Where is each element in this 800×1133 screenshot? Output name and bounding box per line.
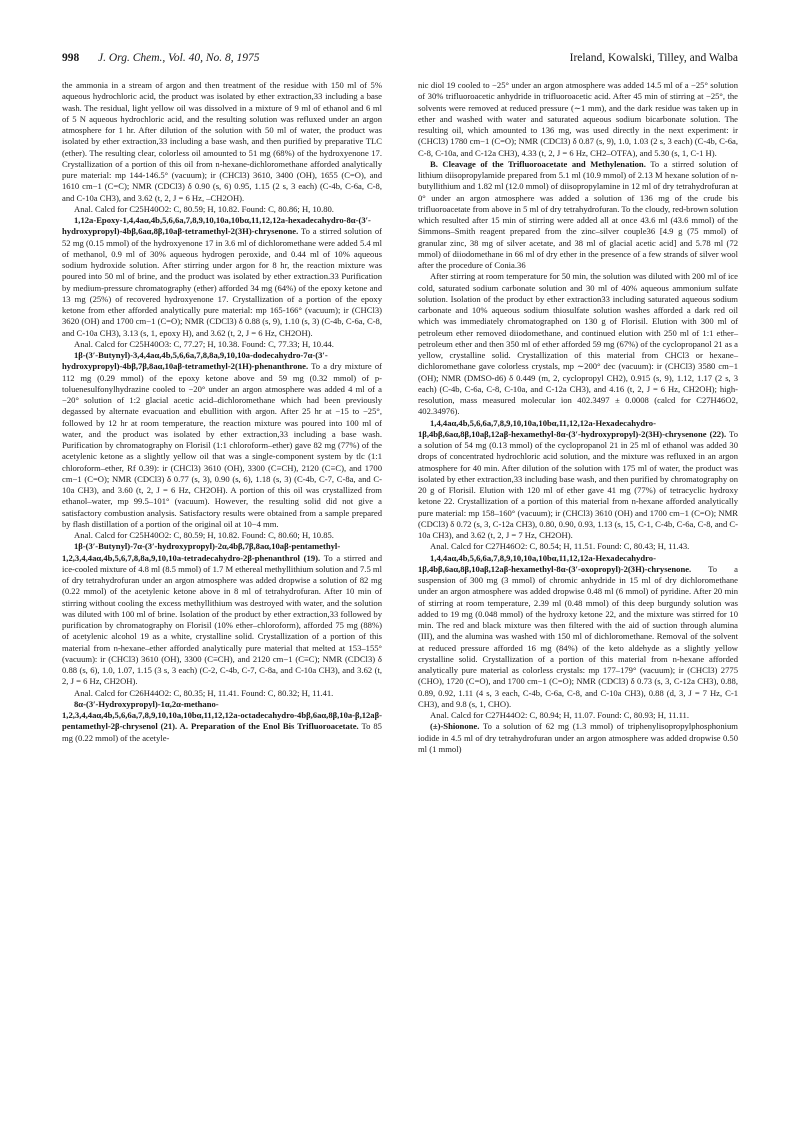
procedure-paragraph — [418, 418, 738, 542]
analysis-paragraph: Anal. Calcd for C25H40O3: C, 77.27; H, 10.38. Found: C, 77.33; H, 10.44. — [74, 338, 334, 349]
procedure-paragraph — [418, 721, 738, 755]
body-paragraph: nic diol 19 cooled to −25° under an argon atmosphere was added 14.5 ml of a −25° solution of 30% trifluoroacetic anhydride in trifluoroacetic acid. After 45 min of stirring at −25°, the solvents were removed at reduced pressure (∼1 mm), and the dark residue was taken up in ether and washed with water and saturated aqueous sodium bicarbonate solution. The resulting oil, which amounted to 136 mg, was used directly in the next experiment: ir (CHCl3) 1780 cm−1 (C=O); NMR (CDCl3) δ 0.87 (s, 9), 1.0, 1.03 (2 s, 3 each) (C-4b, C-6a, C-8, C-10a, and C-12a CH3), 4.33 (t, 2, J = 6 Hz, CH2–OTFA), and 5.30 (s, 1, C-1 H). — [418, 80, 738, 158]
right-column — [418, 80, 738, 755]
procedure-paragraph — [62, 699, 382, 744]
compound-heading: 1,4,4aα,4b,5,6,6a,7,8,9,10,10a,10bα,11,12,12a-Hexadecahydro-1β,4bβ,6aα,8β,10aβ,12aβ-hexamethyl-8α-(3′-oxopropyl)-2(3H)-chrysenone. — [418, 552, 692, 574]
analysis-paragraph: Anal. Calcd for C26H44O2: C, 80.35; H, 11.41. Found: C, 80.32; H, 11.41. — [74, 687, 334, 698]
page-number: 998 — [62, 52, 80, 64]
analysis-paragraph: Anal. Calcd for C25H40O2: C, 80.59; H, 10.82. Found: C, 80.60; H, 10.85. — [74, 530, 334, 540]
compound-heading: 1β-(3′-Butynyl)-7α-(3′-hydroxypropyl)-2α,4bβ,7β,8aα,10aβ-pentamethyl-1,2,3,4,4aα,4b,5,6,7,8,8a,9,10,10a-tetradecahydro-2β-phenanthrol (19). — [62, 541, 341, 563]
paragraph-body: To a solution of 54 mg (0.13 mmol) of the cyclopropanol 21 in 25 ml of ethanol was added 30 drops of concentrated hydrochloric acid solution, and the mixture was refluxed in an argon atmosphere for 40 min. After dilution of the solution with 175 ml of water, the product was isolated by ether extraction,33 including base wash, and then purified by chromatography on 20 g of Florisil. Elution with 120 ml of ether gave 41 mg (77%) of tetracyclic hydroxy ketone 22. Crystallization of a portion of this material from n-hexane afforded analytically pure material: mp 158–160° (vacuum); ir (CHCl3) 3610 (OH) and 1700 cm−1 (C=O); NMR (CDCl3) δ 0.72 (s, 3, C-12a CH3), 0.80, 0.90, 0.93, 1.13 (s, 15, C-1, C-4b, C-6a, C-8, and C-10a CH3), and 3.62 (t, 2, J = 7 Hz, CH2OH). — [418, 428, 738, 540]
paragraph-body: To a dry mixture of 112 mg (0.29 mmol) of the epoxy ketone above and 59 mg (0.32 mmol) of p-toluenesulfonylhydrazine cooled to −20° under an argon atmosphere was added 4 ml of a −20° solution of 1:2 glacial acetic acid–dichloromethane which had been previously degassed by alternate evacuation and ebullition with argon. After 25 hr at −15 to −25°, followed by 12 hr at room temperature, the reaction mixture was poured into 100 ml of water, and the product was isolated by ether extraction,33 including a base wash. Purification by chromatography on Florisil (1:1 chloroform–ether) gave 82 mg (77%) of the acetylenic ketone as a slightly yellow oil that was a single-component system by tlc (1:1 chloroform–ether, Rf 0.39): ir (CHCl3) 3610 (OH), 3300 (C≡CH), 2120 (C≡C), and 1700 cm−1 (C=O); NMR (CDCl3) δ 0.77 (s, 3), 0.90 (s, 6), 1.18 (s, 3) (C-4b, C-7, C-8a, and C-10a CH3), and 3.60 (t, 2, J = 6 Hz, CH2OH). A portion of this oil was crystallized from ethanol–water, mp 99.5–101° (vacuum). However, the resulting solid did not give a satisfactory combustion analysis. Satisfactory results were obtained from a sample prepared by flash distillation of a portion of the original oil at 10−4 mm. — [62, 361, 382, 529]
compound-heading: (±)-Shionone. — [430, 721, 480, 732]
analysis-paragraph: Anal. Calcd for C25H40O2: C, 80.59; H, 10.82. Found: C, 80.86; H, 10.80. — [74, 203, 334, 214]
paragraph-body: To a solution of 62 mg (1.3 mmol) of triphenylisopropylphosphonium iodide in 4.5 ml of dry tetrahydrofuran under an argon atmosphere was added dropwise 0.50 ml (1 mmol) — [418, 721, 738, 754]
paragraph-body: To a suspension of 300 mg (3 mmol) of chromic anhydride in 15 ml of dry dichloromethane under an argon atmosphere was added dropwise 0.48 ml (6 mmol) of pyridine. After 20 min of stirring at room temperature, 2.39 ml (0.48 mmol) of this deep burgundy solution was added to 19 mg (0.048 mmol) of the hydroxy ketone 22, and the mixture was stirred for 10 min. The red and black mixture was then filtered with the aid of suction through alumina (III), and the alumina was washed with 150 ml of dichloromethane. Removal of the solvent at reduced pressure afforded 16 mg (84%) of the keto aldehyde as a slightly yellow crystalline solid. Crystallization of a portion of this material from n-hexane afforded analytically pure material as colorless crystals: mp 177–179° (vacuum); ir (CHCl3) 2775 (CHO), 1720 (C=O), and 1700 cm−1 (C=O); NMR (CDCl3) δ 0.73 (s, 3, C-12a CH3), 0.88, 0.89, 0.92, 1.11 (4 s, 3 each, C-4b, C-6a, C-8, and C-10a CH3), 0.88 (d, 3, J = 7 Hz, C-1 CH3), and 9.8 (s, 1, CHO). — [418, 563, 738, 709]
paragraph-body: To a stirred solution of lithium diisopropylamide prepared from 5.1 ml (10.9 mmol) of 2.13 M hexane solution of n-butyllithium and 1.82 ml (12.0 mmol) of diisopropylamine in 12 ml of dry tetrahydrofuran at 0° under an argon atmosphere was added a solution of 136 mg of the crude bis trifluoroacetate from above in 5 ml of dry tetrahydrofuran. To the cloudy, red-brown solution which resulted after 15 min of stirring were added all at once 43.6 ml (43.6 mmol) of the Simmons–Smith reagent prepared from the zinc–silver couple36 [4.9 g (75 mmol) of granular zinc, 38 mg of silver acetate, and 38 ml of glacial acetic acid] and 5.78 ml (72 mmol) of diiodomethane in 66 ml of dry ether in the presence of a few strands of silver wool after the procedure of Conia.36 — [418, 158, 738, 270]
body-paragraph: After stirring at room temperature for 50 min, the solution was diluted with 200 ml of ice cold, saturated sodium carbonate solution and 30 ml of 40% aqueous ammonium sulfate solution. Isolation of the product by ether extraction33 including saturated aqueous sodium carbonate and 10% aqueous sodium thiosulfate solution washes afforded a dark red oil which was immediately chromatographed on 130 g of Florisil. Elution with 300 ml of petroleum ether removed diiodomethane, and continued elution with 250 ml of 1:1 ether–petroleum ether and then 350 ml of ether afforded 59 mg (67%) of the cyclopropanol 21 as a yellow, crystalline solid. Crystallization of this material from CHCl3 or hexane–dichloromethane gave colorless crystals, mp ∼200° dec (vacuum): ir (CHCl3) 3580 cm−1 (OH); NMR (DMSO-d6) δ 0.449 (m, 2, cyclopropyl CH2), 0.915 (s, 9), 1.12, 1.17 (2 s, 3 each) (C-4b, C-6a, C-8, C-10a, and C-12a CH3), and 4.16 (t, 2, J = 6 Hz, CH2OH); high-resolution, mass measured molecular ion 402.3497 ± 0.0008 (calcd for C27H46O2, 402.34976). — [418, 271, 738, 417]
analysis-paragraph: Anal. Calcd for C27H46O2: C, 80.54; H, 11.51. Found: C, 80.43; H, 11.43. — [430, 541, 690, 552]
compound-heading: 1β-(3′-Butynyl)-3,4,4aα,4b,5,6,6a,7,8,8a,9,10,10a-dodecahydro-7α-(3′-hydroxypropyl)-4bβ,7β,8aα,10aβ-tetramethyl-2(1H)-phenanthrone. — [62, 350, 328, 372]
running-authors: Ireland, Kowalski, Tilley, and Walba — [569, 52, 738, 64]
compound-heading: 8α-(3′-Hydroxypropyl)-1α,2α-methano-1,2,3,4,4aα,4b,5,6,6a,7,8,9,10,10a,10bα,11,12,12a-octadecahydro-4bβ,6aα,8β,10a-β,12aβ-pentamethyl-2β-chrysenol (21). A. Preparation of the Enol Bis Trifluoroacetate. — [62, 698, 382, 732]
analysis-paragraph: Anal. Calcd for C27H44O2: C, 80.94; H, 11.07. Found: C, 80.93; H, 11.11. — [430, 710, 689, 720]
compound-heading: 1,4,4aα,4b,5,6,6a,7,8,9,10,10a,10bα,11,12,12a-Hexadecahydro-1β,4bβ,6aα,8β,10aβ,12aβ-hexamethyl-8α-(3′-hydroxypropyl)-2(3H)-chrysenone (22). — [418, 417, 727, 439]
left-column — [62, 80, 382, 744]
paragraph-body: To a stirred and ice-cooled mixture of 4.8 ml (8.5 mmol) of 1.7 M ethereal methyllithium solution and 7.5 ml of dry tetrahydrofuran under an argon atmosphere was added dropwise a solution of 82 mg (0.22 mmol) of the acetylenic ketone above in 8 ml of tetrahydrofuran. After 10 min of stirring without cooling the excess methyllithium was destroyed with water, and the solution was diluted with 100 ml of brine. Isolation of the product by ether extraction,33 followed by purification by chromatography on Florisil (10% ether–chloroform), afforded 75 mg (88%) of acetylenic alcohol 19 as a white, crystalline solid. Crystallization of a portion of this material from n-hexane–ether afforded analytically pure material that melted at 153–155° (vacuum): ir (CHCl3) 3610 (OH), 3300 (C≡CH), and 2120 cm−1 (C≡C); NMR (CDCl3) δ 0.88 (s, 6), 1.0, 1.07, 1.15 (3 s, 3 each) (C-2, C-4b, C-7, C-8a, and C-10a CH3), and 3.62 (t, 2, J = 6 Hz, CH2OH). — [62, 552, 382, 687]
paragraph-body: To a stirred solution of 52 mg (0.15 mmol) of the hydroxyenone 17 in 3.6 ml of dichloromethane were added 5.4 ml of methanol, 0.9 ml of 30% aqueous hydrogen peroxide, and 0.44 ml of 10% aqueous sodium hydroxide solution. After stirring under argon for 8 hr, the reaction mixture was poured into 50 ml of brine, and the product was isolated by ether extraction.33 Purification by medium-pressure chromatography (ether) afforded 34 mg (64%) of the epoxy ketone and 13 mg (25%) of recovered hydroxyenone 17. Crystallization of a portion of the epoxy ketone from ether afforded analytically pure material: mp 165-166° (vacuum); ir (CHCl3) 3620 (OH) and 1700 cm−1 (C=O); NMR (CDCl3) δ 0.88 (s, 9), 1.10 (s, 3) (C-4b, C-6a, C-8, and C-10a CH3), 3.13 (s, 1, epoxy H), and 3.62 (t, 2, J = 6 Hz, CH2OH). — [62, 226, 382, 338]
procedure-paragraph — [418, 553, 738, 711]
procedure-paragraph — [62, 350, 382, 530]
procedure-paragraph — [418, 159, 738, 272]
compound-heading: B. Cleavage of the Trifluoroacetate and Methylenation. — [430, 158, 646, 169]
body-paragraph: the ammonia in a stream of argon and then treatment of the residue with 150 ml of 5% aqueous hydrochloric acid, the product was isolated by ether extraction,33 including a base wash. The residual, light yellow oil was dissolved in a mixture of 9 ml of ethanol and 6 ml of 5 N aqueous hydrochloric acid, and the resulting solution was refluxed under an argon atmosphere for 1 hr. After dilution of the solution with 50 ml of water, the product was isolated by ether extraction,33 including a base wash, and then purified by preparative TLC (ether). The resulting clear, colorless oil amounted to 51 mg (68%) of the hydroxyenone 17. Crystallization of a portion of this oil from n-hexane-dichloromethane afforded analytically pure material: mp 144-146.5° (vacuum); ir (CHCl3) 3610, 3400 (OH), 1655 (C=O), and 1610 cm−1 (C=C); NMR (CDCl3) δ 0.90 (s, 6) 0.95, 1.15 (2 s, 3 each) (C-4b, C-6a, C-8, and C-10a CH3), and 3.62 (t, 2, J = 6 Hz, –CH2OH). — [62, 80, 382, 203]
procedure-paragraph — [62, 215, 382, 339]
page-header — [62, 52, 738, 68]
procedure-paragraph — [62, 541, 382, 687]
journal-citation: J. Org. Chem., Vol. 40, No. 8, 1975 — [98, 52, 260, 64]
paragraph-body: To 85 mg (0.22 mmol) of the acetyle- — [62, 721, 382, 743]
compound-heading: 1,12a-Epoxy-1,4,4aα,4b,5,6,6a,7,8,9,10,10a,10bα,11,12,12a-hexadecahydro-8α-(3′-hydroxypropyl)-4bβ,6aα,8β,10aβ-tetramethyl-2(3H)-chrysenone. — [62, 215, 371, 237]
